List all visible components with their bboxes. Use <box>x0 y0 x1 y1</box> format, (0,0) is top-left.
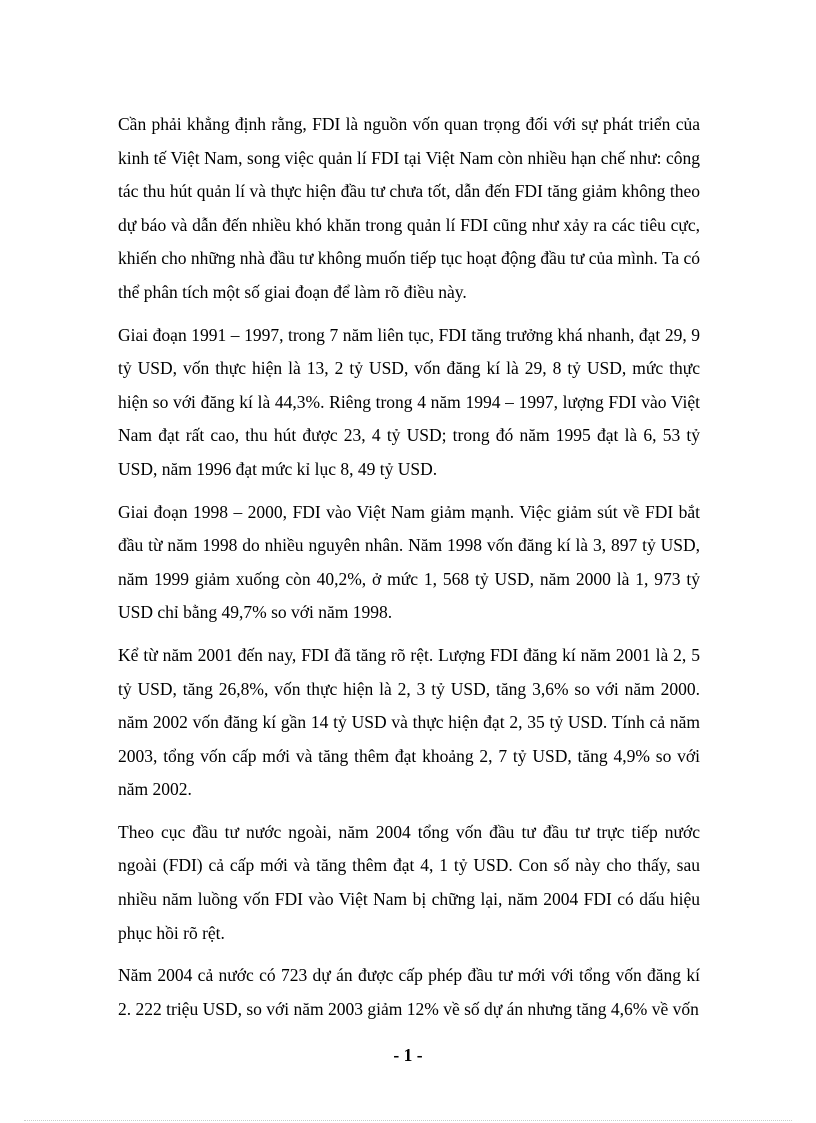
paragraph-fdi-importance: Cần phải khẳng định rằng, FDI là nguồn vốn quan trọng đối với sự phát triển của kinh tế Việt Nam, song việc quản lí FDI tại Việt Nam còn nhiều hạn chế như: công tác thu hút quản lí và thực hiện đầu tư chưa tốt, dẫn đến FDI tăng giảm không theo dự báo và dẫn đến nhiều khó khăn trong quản lí FDI cũng như xảy ra các tiêu cực, khiến cho những nhà đầu tư không muốn tiếp tục hoạt động đầu tư của mình. Ta có thể phân tích một số giai đoạn để làm rõ điều này. <box>118 114 700 302</box>
paragraph-period-1991-1997: Giai đoạn 1991 – 1997, trong 7 năm liên tục, FDI tăng trưởng khá nhanh, đạt 29, 9 tỷ USD, vốn thực hiện là 13, 2 tỷ USD, vốn đăng kí là 29, 8 tỷ USD, mức thực hiện so với đăng kí là 44,3%. Riêng trong 4 năm 1994 – 1997, lượng FDI vào Việt Nam đạt rất cao, thu hút được 23, 4 tỷ USD; trong đó năm 1995 đạt là 6, 53 tỷ USD, năm 1996 đạt mức kỉ lục 8, 49 tỷ USD. <box>118 324 700 479</box>
page-bottom-divider <box>24 1120 792 1121</box>
paragraph-period-1998-2000: Giai đoạn 1998 – 2000, FDI vào Việt Nam giảm mạnh. Việc giảm sút về FDI bắt đầu từ năm 1998 do nhiều nguyên nhân. Năm 1998 vốn đăng kí là 3, 897 tỷ USD, năm 1999 giảm xuống còn 40,2%, ở mức 1, 568 tỷ USD, năm 2000 là 1, 973 tỷ USD chỉ bằng 49,7% so với năm 1998. <box>118 501 700 623</box>
document-body <box>118 108 700 1035</box>
paragraph-2004-projects: Năm 2004 cả nước có 723 dự án được cấp phép đầu tư mới với tổng vốn đăng kí 2. 222 triệu USD, so với năm 2003 giảm 12% về số dự án nhưng tăng 4,6% về vốn <box>118 965 700 1019</box>
paragraph-2004-total: Theo cục đầu tư nước ngoài, năm 2004 tổng vốn đầu tư đầu tư trực tiếp nước ngoài (FDI) cả cấp mới và tăng thêm đạt 4, 1 tỷ USD. Con số này cho thấy, sau nhiều năm luồng vốn FDI vào Việt Nam bị chững lại, năm 2004 FDI có dấu hiệu phục hồi rõ rệt. <box>118 821 700 943</box>
page-number: - 1 - <box>393 1045 423 1065</box>
paragraph-period-2001-onward: Kể từ năm 2001 đến nay, FDI đã tăng rõ rệt. Lượng FDI đăng kí năm 2001 là 2, 5 tỷ USD, tăng 26,8%, vốn thực hiện là 2, 3 tỷ USD, tăng 3,6% so với năm 2000. năm 2002 vốn đăng kí gần 14 tỷ USD và thực hiện đạt 2, 35 tỷ USD. Tính cả năm 2003, tổng vốn cấp mới và tăng thêm đạt khoảng 2, 7 tỷ USD, tăng 4,9% so với năm 2002. <box>118 644 700 800</box>
